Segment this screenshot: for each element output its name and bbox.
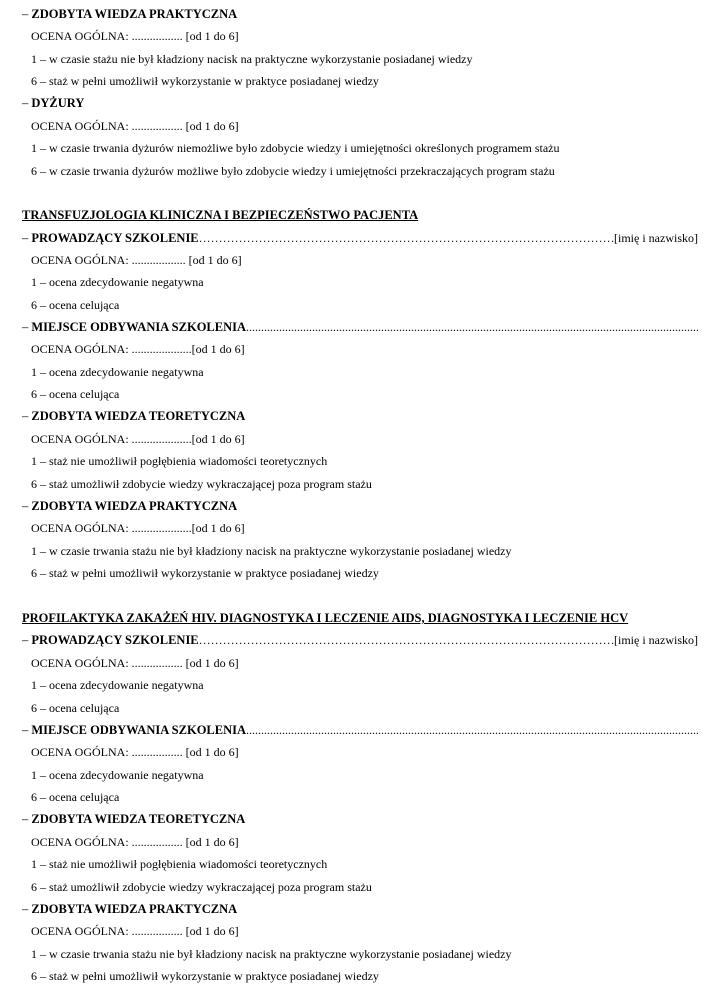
- ocena-ogolna-field[interactable]: OCENA OGÓLNA: ................. [od 1 do 6]: [31, 835, 239, 849]
- miejsce-szkolenia-field[interactable]: – MIEJSCE ODBYWANIA SZKOLENIA .....: [22, 722, 698, 738]
- scale-low-description: 1 – w czasie trwania stażu nie był kładziony nacisk na praktyczne wykorzystanie posiadanej wiedzy: [31, 544, 512, 558]
- ocena-ogolna-field[interactable]: OCENA OGÓLNA: .................. [od 1 do 6]: [31, 253, 242, 267]
- scale-high-description: 6 – staż w pełni umożliwił wykorzystanie w praktyce posiadanej wiedzy: [31, 566, 379, 580]
- scale-low-description: 1 – w czasie trwania stażu nie był kładziony nacisk na praktyczne wykorzystanie posiadanej wiedzy: [31, 947, 512, 961]
- scale-high-description: 6 – ocena celująca: [31, 701, 120, 715]
- scale-high-description: 6 – ocena celująca: [31, 790, 120, 804]
- prowadzacy-szkolenie-field[interactable]: – PROWADZĄCY SZKOLENIE …………………………………………………………………………………………………………………………………………………… [imię i nazwisko]: [22, 632, 698, 648]
- ocena-ogolna-field[interactable]: OCENA OGÓLNA: ................. [od 1 do 6]: [31, 119, 239, 133]
- miejsce-szkolenia-field[interactable]: – MIEJSCE ODBYWANIA SZKOLENIA .....: [22, 319, 698, 335]
- ocena-ogolna-field[interactable]: OCENA OGÓLNA: ....................[od 1 do 6]: [31, 432, 245, 446]
- ocena-ogolna-field[interactable]: OCENA OGÓLNA: ....................[od 1 do 6]: [31, 342, 245, 356]
- scale-high-description: 6 – staż umożliwił zdobycie wiedzy wykraczającej poza program stażu: [31, 477, 372, 491]
- ocena-ogolna-field[interactable]: OCENA OGÓLNA: ....................[od 1 do 6]: [31, 521, 245, 535]
- scale-high-description: 6 – staż w pełni umożliwił wykorzystanie w praktyce posiadanej wiedzy: [31, 74, 379, 88]
- heading-wiedza-praktyczna: – ZDOBYTA WIEDZA PRAKTYCZNA: [22, 7, 238, 21]
- scale-low-description: 1 – staż nie umożliwił pogłębienia wiadomości teoretycznych: [31, 857, 328, 871]
- heading-wiedza-praktyczna: – ZDOBYTA WIEDZA PRAKTYCZNA: [22, 902, 238, 916]
- heading-wiedza-praktyczna: – ZDOBYTA WIEDZA PRAKTYCZNA: [22, 499, 238, 513]
- scale-low-description: 1 – w czasie trwania dyżurów niemożliwe było zdobycie wiedzy i umiejętności określonych programem stażu: [31, 141, 560, 155]
- ocena-ogolna-field[interactable]: OCENA OGÓLNA: ................. [od 1 do 6]: [31, 29, 239, 43]
- scale-low-description: 1 – ocena zdecydowanie negatywna: [31, 275, 204, 289]
- scale-low-description: 1 – staż nie umożliwił pogłębienia wiadomości teoretycznych: [31, 454, 328, 468]
- scale-low-description: 1 – ocena zdecydowanie negatywna: [31, 678, 204, 692]
- scale-low-description: 1 – ocena zdecydowanie negatywna: [31, 365, 204, 379]
- scale-low-description: 1 – w czasie stażu nie był kładziony nacisk na praktyczne wykorzystanie posiadanej wiedzy: [31, 52, 473, 66]
- scale-high-description: 6 – ocena celująca: [31, 298, 120, 312]
- scale-low-description: 1 – ocena zdecydowanie negatywna: [31, 768, 204, 782]
- ocena-ogolna-field[interactable]: OCENA OGÓLNA: ................. [od 1 do 6]: [31, 745, 239, 759]
- scale-high-description: 6 – w czasie trwania dyżurów możliwe było zdobycie wiedzy i umiejętności przekraczających program stażu: [31, 164, 555, 178]
- section-title-transfuzjologia: TRANSFUZJOLOGIA KLINICZNA I BEZPIECZEŃSTWO PACJENTA: [22, 208, 419, 222]
- ocena-ogolna-field[interactable]: OCENA OGÓLNA: ................. [od 1 do 6]: [31, 656, 239, 670]
- scale-high-description: 6 – staż w pełni umożliwił wykorzystanie w praktyce posiadanej wiedzy: [31, 969, 379, 983]
- heading-wiedza-teoretyczna: – ZDOBYTA WIEDZA TEORETYCZNA: [22, 812, 246, 826]
- scale-high-description: 6 – ocena celująca: [31, 387, 120, 401]
- ocena-ogolna-field[interactable]: OCENA OGÓLNA: ................. [od 1 do 6]: [31, 924, 239, 938]
- heading-wiedza-teoretyczna: – ZDOBYTA WIEDZA TEORETYCZNA: [22, 409, 246, 423]
- heading-dyzury: – DYŻURY: [22, 96, 85, 110]
- prowadzacy-szkolenie-field[interactable]: – PROWADZĄCY SZKOLENIE …………………………………………………………………………………………………………………………………………………… [imię i nazwisko]: [22, 230, 698, 246]
- scale-high-description: 6 – staż umożliwił zdobycie wiedzy wykraczającej poza program stażu: [31, 880, 372, 894]
- section-title-profilaktyka-hiv: PROFILAKTYKA ZAKAŻEŃ HIV. DIAGNOSTYKA I LECZENIE AIDS, DIAGNOSTYKA I LECZENIE HCV: [22, 611, 629, 625]
